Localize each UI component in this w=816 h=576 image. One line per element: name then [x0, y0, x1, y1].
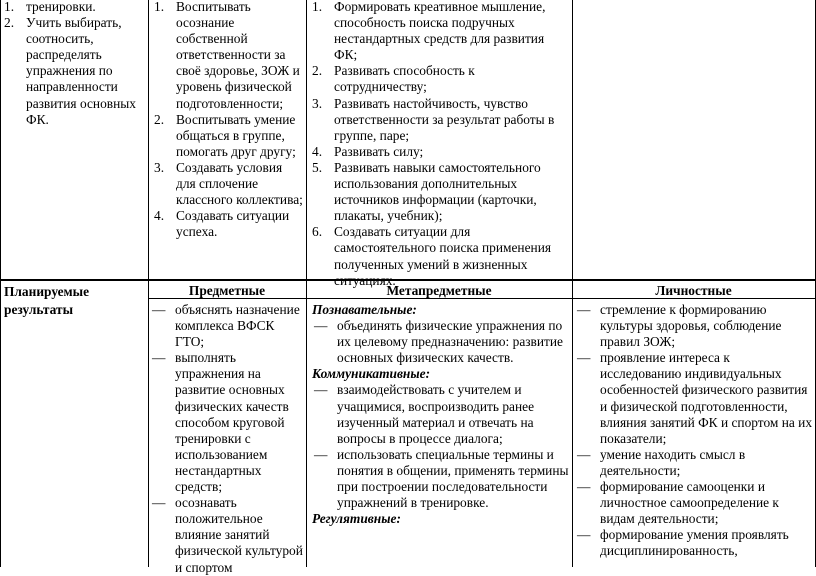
- header-divider: [148, 298, 816, 299]
- meta-communicative-label: Коммуникативные:: [312, 366, 431, 382]
- top-cell-col2: [154, 0, 304, 240]
- meta-cognitive-label: Познавательные:: [312, 302, 417, 317]
- list-item: — объяснять назначение комплекса ВФСК ГТО;: [152, 302, 300, 350]
- list-item: — формирование самооценки и личностное самоопределение к видам деятельности;: [577, 479, 779, 527]
- list-item: 1. Формировать креативное мышление, способность поиска подручных нестандартных средств для развития ФК;: [312, 0, 546, 63]
- list-item: 1. тренировки.: [4, 0, 96, 14]
- subject-results: [150, 302, 304, 575]
- header-subject: Предметные: [188, 283, 266, 298]
- header-personal: Личностные: [655, 283, 732, 298]
- meta-cognitive-list: [312, 318, 570, 366]
- meta-communicative-list: [312, 382, 570, 511]
- list-item: — выполнять упражнения на развитие основных физических качеств способом круговой тренировки с использованием нестандартных средств;: [152, 350, 289, 495]
- list-item: — использовать специальные термины и понятия в общении, применять термины при построении последовательности упражнений в тренировке.: [314, 446, 569, 511]
- list-item: 2. Развивать способность к сотрудничеству;: [312, 63, 475, 95]
- top-cell-col1: [4, 0, 146, 128]
- list-col3: [312, 0, 570, 289]
- list-col2: [154, 0, 304, 240]
- list-item: 1. Воспитывать осознание собственной ответственности за своё здоровье, ЗОЖ и уровень физической подготовленности;: [154, 0, 300, 111]
- list-item: 2. Учить выбирать, соотносить, распределять упражнения по направленности развития основных ФК.: [4, 15, 136, 127]
- table-border-left: [0, 0, 1, 567]
- meta-regulative-label: Регулятивные:: [312, 511, 401, 527]
- personal-list: [575, 302, 813, 560]
- list-item: — умение находить смысл в деятельности;: [577, 446, 746, 478]
- list-item: 4. Создавать ситуации успеха.: [154, 208, 290, 240]
- top-cell-col3: [312, 0, 570, 288]
- list-item: — осознавать положительное влияние занятий физической культурой и спортом: [152, 495, 303, 575]
- list-item: — стремление к формированию культуры здоровья, соблюдение правил ЗОЖ;: [577, 302, 782, 350]
- meta-results: [312, 302, 570, 567]
- list-col1: [4, 0, 146, 128]
- personal-results: [575, 302, 813, 567]
- list-item: 5. Развивать навыки самостоятельного использования дополнительных источников информации (карточки, плакаты, учебник);: [312, 159, 541, 224]
- list-item: 3. Создавать условия для сплочение классного коллектива;: [154, 159, 303, 208]
- list-item: — формирование умения проявлять дисциплинированность,: [577, 527, 789, 559]
- results-label: Планируемые результаты: [4, 284, 90, 317]
- list-item: 6. Создавать ситуации для самостоятельного поиска применения полученных умений в жизненных ситуациях.: [312, 224, 552, 288]
- list-item: — взаимодействовать с учителем и учащимися, воспроизводить ранее изученный материал и отвечать на вопросы в процессе диалога;: [314, 382, 535, 446]
- list-item: 2. Воспитывать умение общаться в группе, помогать друг другу;: [154, 111, 296, 159]
- list-item: — проявление интереса к исследованию индивидуальных особенностей физического развития и физической подготовленности, влияния занятий ФК и спортом на их показатели;: [577, 350, 813, 446]
- list-item: 3. Развивать настойчивость, чувство ответственности за результат работы в группе, паре;: [312, 95, 555, 143]
- list-item: 4. Развивать силу;: [312, 143, 424, 159]
- header-meta: Метапредметные: [386, 283, 492, 298]
- list-item: — объединять физические упражнения по их целевому предназначению: развитие основных физических качеств.: [314, 318, 564, 366]
- subject-list: [150, 302, 304, 576]
